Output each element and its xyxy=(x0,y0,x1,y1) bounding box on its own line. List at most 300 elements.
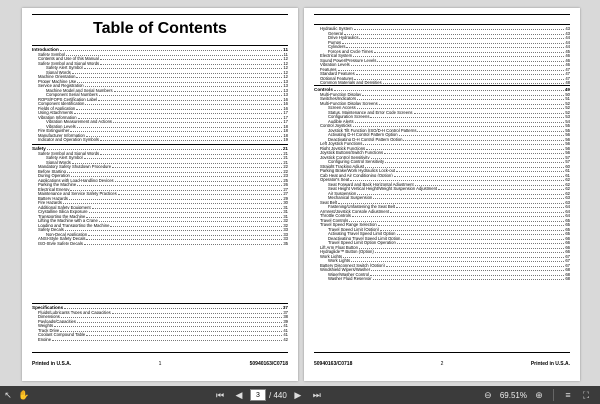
toc-entry-title: Joystick Buttons/Switch Functions xyxy=(320,150,384,155)
toc-page-number: 47 xyxy=(565,71,570,76)
toc-page-number: 21 xyxy=(283,155,288,160)
zoom-out-icon[interactable]: ⊖ xyxy=(484,389,492,400)
dot-leader xyxy=(371,155,565,159)
toc-entry-title: Mandatory Safety Shutdown Procedure xyxy=(38,164,112,169)
toc-page-number: 18 xyxy=(283,132,288,137)
toc-entry-title: Fields of Application xyxy=(38,105,76,110)
toc-page-number: 54 xyxy=(565,118,570,123)
toc-page-number: 52 xyxy=(565,109,570,114)
dot-leader xyxy=(77,79,282,83)
dot-leader xyxy=(84,65,283,69)
dot-leader xyxy=(61,314,282,318)
toc-page-number: 65 xyxy=(565,222,570,227)
top-rule xyxy=(314,14,570,15)
toc-page-number: 27 xyxy=(283,191,288,196)
dot-leader xyxy=(342,40,564,44)
toc-entry-title: Washer Fluid Reservoir xyxy=(328,276,372,281)
toc-page-number: 62 xyxy=(565,186,570,191)
dot-leader xyxy=(52,337,282,341)
toc-page-number: 37 xyxy=(282,305,288,310)
toc-page-number: 16 xyxy=(283,105,288,110)
dot-leader xyxy=(65,227,282,231)
zoom-level[interactable]: 69.51% xyxy=(499,390,527,400)
toc-page-number: 53 xyxy=(565,114,570,119)
toolbar-right xyxy=(480,388,600,402)
toc-entry-title: Before Starting xyxy=(38,168,66,173)
toc-entry-title: Contents and Use of this Manual xyxy=(38,56,99,61)
dot-leader xyxy=(338,67,565,71)
next-page-icon[interactable]: ▶ xyxy=(294,389,302,400)
toc-page-number: 66 xyxy=(565,235,570,240)
toc-entry-title: Operator's Seat xyxy=(320,177,350,182)
dot-leader xyxy=(394,173,565,177)
toc-entry-title: Battery Disconnect Switch (Option) xyxy=(320,262,385,267)
toc-entry-title: Features xyxy=(320,66,337,71)
cursor-icon[interactable]: ↖ xyxy=(4,389,12,400)
toc-entry-title: Electrical Energy xyxy=(38,186,70,191)
toc-page-number: 66 xyxy=(565,240,570,245)
dot-leader xyxy=(415,182,565,186)
toc-page-number: 16 xyxy=(283,101,288,106)
dot-leader xyxy=(414,110,565,114)
toc-page-number: 39 xyxy=(283,318,288,323)
toc-entry-title: Lifting the Machine with a Crane xyxy=(38,218,98,223)
toc-page-number: 13 xyxy=(283,78,288,83)
toc-page-number: 64 xyxy=(565,213,570,218)
toc-entry-title: Parking Brake/Work Hydraulics Lock-out xyxy=(320,168,396,173)
toc-section xyxy=(32,144,288,245)
toc-page-number: 16 xyxy=(283,96,288,101)
toc-page-number: 65 xyxy=(565,231,570,236)
toc-entry-title: Hydraglide™ Button (Option) xyxy=(320,249,374,254)
toc-page-number: 41 xyxy=(283,332,288,337)
toc-entry-title: Safety Decals xyxy=(38,227,64,232)
toc-page-number: 32 xyxy=(283,222,288,227)
toc-page-number: 23 xyxy=(283,173,288,178)
toc-page-number: 63 xyxy=(565,199,570,204)
toc-page-number: 43 xyxy=(565,30,570,35)
dot-leader xyxy=(386,263,564,267)
toc-page-number: 29 xyxy=(283,195,288,200)
toc-entry-title: Safety Alert Symbol xyxy=(46,65,83,70)
toc-page-number: 68 xyxy=(565,271,570,276)
toc-page-number: 56 xyxy=(565,132,570,137)
toc-page-number: 56 xyxy=(565,145,570,150)
toc-entry-title: Deactivating Travel Speed Limit Option xyxy=(328,235,401,240)
toc-section xyxy=(314,24,570,85)
toc-page-number: 46 xyxy=(565,57,570,62)
toc-page-number: 43 xyxy=(565,26,570,31)
dot-leader xyxy=(375,249,565,253)
toc-entry-title: Wiper/Washer Control xyxy=(328,271,370,276)
toc-entry-title: Signal Words xyxy=(46,159,71,164)
toc-page-number: 62 xyxy=(565,190,570,195)
toc-page-number: 32 xyxy=(283,218,288,223)
toc-entry-title: Indicator and Operation Symbols xyxy=(38,137,99,142)
toc-entry-title: Travel Speed Limit (Option) xyxy=(328,226,380,231)
viewer-toolbar xyxy=(0,386,600,404)
toc-entry-title: Coolant Compound Table xyxy=(38,332,86,337)
toc-page-number: 13 xyxy=(283,87,288,92)
dot-leader xyxy=(92,205,283,209)
toc-page-number: 67 xyxy=(565,262,570,267)
page-number: 1 xyxy=(158,361,162,367)
toc-page-number: 41 xyxy=(283,323,288,328)
toc-page-number: 19 xyxy=(283,137,288,142)
zoom-in-icon[interactable]: ⊕ xyxy=(535,389,543,400)
toc-entry-title: Right Joystick Functions xyxy=(320,145,366,150)
toc-page-number: 12 xyxy=(283,74,288,79)
dot-leader xyxy=(78,115,283,119)
dot-leader xyxy=(351,62,565,66)
toc-page-number: 57 xyxy=(565,154,570,159)
toc-page-number: 61 xyxy=(565,168,570,173)
toc-page-number: 22 xyxy=(283,164,288,169)
dot-leader xyxy=(346,44,564,48)
footer-right: Printed in U.S.A. xyxy=(530,361,570,367)
toc-page-number: 46 xyxy=(565,62,570,67)
toc-entry-title: Windshield Wipers/Washer xyxy=(320,267,371,272)
dot-leader xyxy=(115,178,283,182)
toc-entry-title: Multi-Function Display xyxy=(320,91,362,96)
dot-leader xyxy=(366,146,564,150)
toc-entry-title: Transporting the Machine xyxy=(38,213,86,218)
dot-leader xyxy=(118,191,283,195)
dot-leader xyxy=(69,196,282,200)
toc-entry-title: Pumps xyxy=(328,39,342,44)
toc-section xyxy=(314,85,570,281)
last-page-icon[interactable]: ⏭ xyxy=(312,389,321,400)
dot-leader xyxy=(114,88,283,92)
page-1 xyxy=(22,8,298,381)
toc-entry-title: Weights xyxy=(38,323,54,328)
toc-page-number: 18 xyxy=(283,128,288,133)
dot-leader xyxy=(84,241,282,245)
dot-leader xyxy=(379,101,565,105)
toc-entry-title: Lift Arm Float Button xyxy=(320,244,358,249)
dot-leader xyxy=(89,209,283,213)
toc-entry-title: Work Lights xyxy=(320,253,343,258)
toc-entry-title: ANSI-Style Safety Decals xyxy=(38,236,86,241)
dot-leader xyxy=(100,151,282,155)
dot-leader xyxy=(72,160,283,164)
toc-page-number: 30 xyxy=(283,200,288,205)
toc-entry-title: Track Drive xyxy=(38,327,60,332)
dot-leader xyxy=(71,173,282,177)
dot-leader xyxy=(396,204,564,208)
toc-page-number: 33 xyxy=(283,227,288,232)
toc-entry-title: Safety Alert Symbol xyxy=(46,155,83,160)
toc-entry-title: Non-Decal Application xyxy=(46,231,88,236)
toc-entry-title: Multi-Function Display Screens xyxy=(320,100,378,105)
dot-leader xyxy=(74,110,282,114)
toc-page-number: 37 xyxy=(283,309,288,314)
toc-entry-title: Audible Alerts xyxy=(328,118,354,123)
dot-leader xyxy=(77,182,282,186)
toc-page-number: 67 xyxy=(565,253,570,258)
toc-entry-title: Configuring Control Sensitivity xyxy=(328,159,385,164)
top-rule xyxy=(32,14,288,15)
dot-leader xyxy=(401,236,564,240)
toc-entry-title: Safety xyxy=(32,146,46,151)
toc-page-number: 66 xyxy=(565,244,570,249)
dot-leader xyxy=(98,97,282,101)
dot-leader xyxy=(373,195,564,199)
dot-leader xyxy=(403,137,564,141)
toc-page-number: 33 xyxy=(283,231,288,236)
dot-leader xyxy=(359,35,564,39)
toc-page-number: 44 xyxy=(565,35,570,40)
page-number-input[interactable] xyxy=(250,389,266,401)
dot-leader xyxy=(76,106,282,110)
dot-leader xyxy=(85,83,283,87)
toc-entry-title: Optional Features xyxy=(320,75,354,80)
toc-page-number: 68 xyxy=(565,276,570,281)
toc-page-number: 38 xyxy=(283,314,288,319)
menu-icon[interactable]: ≡ xyxy=(565,390,571,400)
toc-page-number: 13 xyxy=(283,83,288,88)
toc-entry-title: Using Attachments xyxy=(38,110,73,115)
toc-entry-title: Control Joysticks xyxy=(320,123,352,128)
dot-leader xyxy=(365,164,564,168)
toc-entry-title: Battery Hazards xyxy=(38,195,69,200)
toc-page-number: 55 xyxy=(565,127,570,132)
page-total: / 440 xyxy=(269,390,287,400)
dot-leader xyxy=(357,96,564,100)
toc-entry-title: Fire Hazards xyxy=(38,200,62,205)
toc-entry-title: Loading and Transporting the Machine xyxy=(38,222,110,227)
dot-leader xyxy=(85,101,282,105)
dot-leader xyxy=(344,31,564,35)
footer-left: 50940163/C0718 xyxy=(314,361,353,367)
dot-leader xyxy=(60,328,282,332)
dot-leader xyxy=(355,119,565,123)
toc-entry-title: Joystick Tilt Function (ISO/D-H Control Patterns xyxy=(328,127,417,132)
toc-entry-title: Machine Model and Serial Numbers xyxy=(46,87,113,92)
separator xyxy=(553,389,554,401)
toc-entry-title: Machine Orientation xyxy=(38,74,76,79)
toc-page-number: 63 xyxy=(565,195,570,200)
toc-entry-title: Electrical System xyxy=(320,53,353,58)
dot-leader xyxy=(110,223,282,227)
hand-icon[interactable]: ✋ xyxy=(18,389,30,400)
toc-entry-title: Signal Words xyxy=(46,69,71,74)
dot-leader xyxy=(363,141,564,145)
toc-page-number: 47 xyxy=(565,66,570,71)
toc-page-number: 68 xyxy=(565,267,570,272)
toc-entry[interactable] xyxy=(314,276,570,281)
toc-page-number: 25 xyxy=(283,177,288,182)
toc-entry-title: Sound Power/Pressure Levels xyxy=(320,57,377,62)
toc-entry-title: Switches/Indicators xyxy=(320,96,357,101)
toc-page-number: 52 xyxy=(565,105,570,110)
toc-entry-title: Screen Access xyxy=(328,105,356,110)
page-title: Table of Contents xyxy=(93,20,227,37)
toc-entry-title: Controls xyxy=(314,87,333,92)
dot-leader xyxy=(380,227,564,231)
toc-page-number: 42 xyxy=(283,336,288,341)
toc-entry-title: During Operation xyxy=(38,173,70,178)
dot-leader xyxy=(334,87,564,91)
toc-entry-title: General xyxy=(328,30,343,35)
toc-page-number: 45 xyxy=(565,48,570,53)
first-page-icon[interactable]: ⏮ xyxy=(215,389,225,400)
toc-entry-title: Travel Speed Range Selection xyxy=(320,222,377,227)
dot-leader xyxy=(113,119,282,123)
dot-leader xyxy=(362,92,564,96)
dot-leader xyxy=(100,137,282,141)
toc-entry-title: Vibration Levels xyxy=(320,62,350,67)
toc-page-number: 66 xyxy=(565,249,570,254)
toc-page-number: 13 xyxy=(283,92,288,97)
dot-leader xyxy=(390,209,564,213)
toc-page-number: 12 xyxy=(283,60,288,65)
toc-page-number: 44 xyxy=(565,44,570,49)
dot-leader xyxy=(84,155,283,159)
dot-leader xyxy=(100,61,282,65)
toc-page-number: 65 xyxy=(565,217,570,222)
toc-entry[interactable] xyxy=(32,137,288,142)
dot-leader xyxy=(86,133,283,137)
toc-entry-title: Forces and Cycle Times xyxy=(328,48,373,53)
bottom-rule xyxy=(32,352,288,353)
toc-page-number: 22 xyxy=(283,168,288,173)
prev-page-icon[interactable]: ◀ xyxy=(235,389,243,400)
dot-leader xyxy=(350,177,564,181)
dot-leader xyxy=(86,332,282,336)
toc-page-number: 41 xyxy=(283,327,288,332)
toc-entry-title: Cylinders xyxy=(328,44,346,49)
dot-leader xyxy=(373,276,565,280)
toc-entry-title: Seat Forward and Back Horizontal Adjustment xyxy=(328,181,414,186)
toc-entry-title: Deactivating D-H Control Pattern Option xyxy=(328,136,403,141)
toc-page-number: 65 xyxy=(565,226,570,231)
dot-leader xyxy=(349,218,564,222)
dot-leader xyxy=(383,80,565,84)
dot-leader xyxy=(63,200,282,204)
dot-leader xyxy=(371,267,564,271)
toc-entry-title: Joystick Control Sensitivity xyxy=(320,154,370,159)
dot-leader xyxy=(384,150,564,154)
toc-page-number: 48 xyxy=(565,80,570,85)
dot-leader xyxy=(338,200,564,204)
dot-leader xyxy=(67,169,282,173)
page-navigator xyxy=(212,388,325,402)
dot-leader xyxy=(385,159,564,163)
toc-entry[interactable] xyxy=(32,241,288,246)
toc-page-number: 31 xyxy=(283,204,288,209)
toc-entry-title: Activating D-H Control Pattern Option xyxy=(328,132,398,137)
toc-page-number: 46 xyxy=(565,53,570,58)
toc-page-number: 49 xyxy=(564,87,570,92)
dot-leader xyxy=(99,218,283,222)
toc-entry-title: Safety Symbol xyxy=(38,51,65,56)
toc-page-number: 33 xyxy=(283,236,288,241)
dot-leader xyxy=(88,232,282,236)
toc-page-number: 62 xyxy=(565,181,570,186)
dot-leader xyxy=(64,305,282,309)
dot-leader xyxy=(397,240,565,244)
dot-leader xyxy=(354,26,565,30)
toc-entry-title: Drive Hydraulics xyxy=(328,35,359,40)
toc-page-number: 57 xyxy=(565,159,570,164)
toc-entry[interactable] xyxy=(32,337,288,342)
toc-entry-title: Introduction xyxy=(32,47,59,52)
toc-page-number: 17 xyxy=(283,110,288,115)
dot-leader xyxy=(60,47,282,51)
toc-entry-title: Vibration Measurement and Actions xyxy=(46,119,113,124)
toc-page-number: 21 xyxy=(282,146,288,151)
page-footer xyxy=(32,361,288,369)
toc-entry-title: Engine xyxy=(38,336,52,341)
toc-entry-title: Straight Tracking Adjust xyxy=(320,163,364,168)
toc-entry-title: Fire Extinguisher xyxy=(38,128,70,133)
dot-leader xyxy=(354,76,564,80)
toc-entry-title: Travel Speed Limit Option Operation xyxy=(328,240,396,245)
toc-page-number: 17 xyxy=(283,119,288,124)
toc-entry-title: Payloads/Capacities xyxy=(38,318,76,323)
dot-leader xyxy=(72,70,283,74)
toc-page-number: 61 xyxy=(565,172,570,177)
dot-leader xyxy=(112,164,282,168)
toc-entry-title: Maintenance and Service Safety Practices xyxy=(38,191,117,196)
toc-entry-title: Dimensions xyxy=(38,314,60,319)
toc-page-number: 56 xyxy=(565,141,570,146)
toc-page-number: 60 xyxy=(565,163,570,168)
toc-page-number: 50 xyxy=(565,91,570,96)
dot-leader xyxy=(396,168,564,172)
dot-leader xyxy=(77,319,282,323)
page-footer xyxy=(314,361,570,369)
dot-leader xyxy=(370,114,564,118)
dot-leader xyxy=(370,272,564,276)
toc-entry-title: Mechanical Suspension xyxy=(328,195,373,200)
toc-section xyxy=(32,303,288,341)
toc-entry-title: Applications with Load-Handling Devices xyxy=(38,177,114,182)
toc-page-number: 47 xyxy=(565,75,570,80)
toc-entry-title: Crystalline Silica Exposure xyxy=(38,209,88,214)
dot-leader xyxy=(77,124,283,128)
toc-entry-title: Cab Heat and Air Conditioning (Option) xyxy=(320,172,393,177)
dot-leader xyxy=(54,323,282,327)
dot-leader xyxy=(357,105,565,109)
toc-entry-title: Seat Height Vertical Height/Weight Suspension Adjustment xyxy=(328,186,438,191)
toc-entry-title: Armrest/Joystick Console Adjustment xyxy=(320,208,390,213)
toc-page-number: 64 xyxy=(565,208,570,213)
dot-leader xyxy=(356,71,565,75)
toc-page-number: 67 xyxy=(565,258,570,263)
fullscreen-icon[interactable]: ⛶ xyxy=(582,389,590,400)
dot-leader xyxy=(343,254,564,258)
toc-entry-title: Safety Symbol and Signal Words xyxy=(38,150,100,155)
footer-left: Printed in U.S.A. xyxy=(32,361,72,367)
dot-leader xyxy=(100,56,283,60)
toc-entry-title: Hydraulic System xyxy=(320,26,353,31)
toc-entry-title: Additional Safety Equipment xyxy=(38,204,91,209)
dot-leader xyxy=(438,186,564,190)
toc-entry-title: Seat Belt xyxy=(320,199,337,204)
toc-entry-title: Activating Travel Speed Limit Option xyxy=(328,231,396,236)
dot-leader xyxy=(417,128,564,132)
toc-page-number: 56 xyxy=(565,136,570,141)
toc-page-number: 35 xyxy=(283,240,288,245)
toc-page-number: 26 xyxy=(283,182,288,187)
toc-entry-title: Fluids/Lubricants Types and Capacities xyxy=(38,309,111,314)
toc-page-number: 11 xyxy=(283,47,288,52)
toc-page-number: 27 xyxy=(283,186,288,191)
dot-leader xyxy=(66,52,283,56)
toc-entry[interactable] xyxy=(314,80,570,85)
